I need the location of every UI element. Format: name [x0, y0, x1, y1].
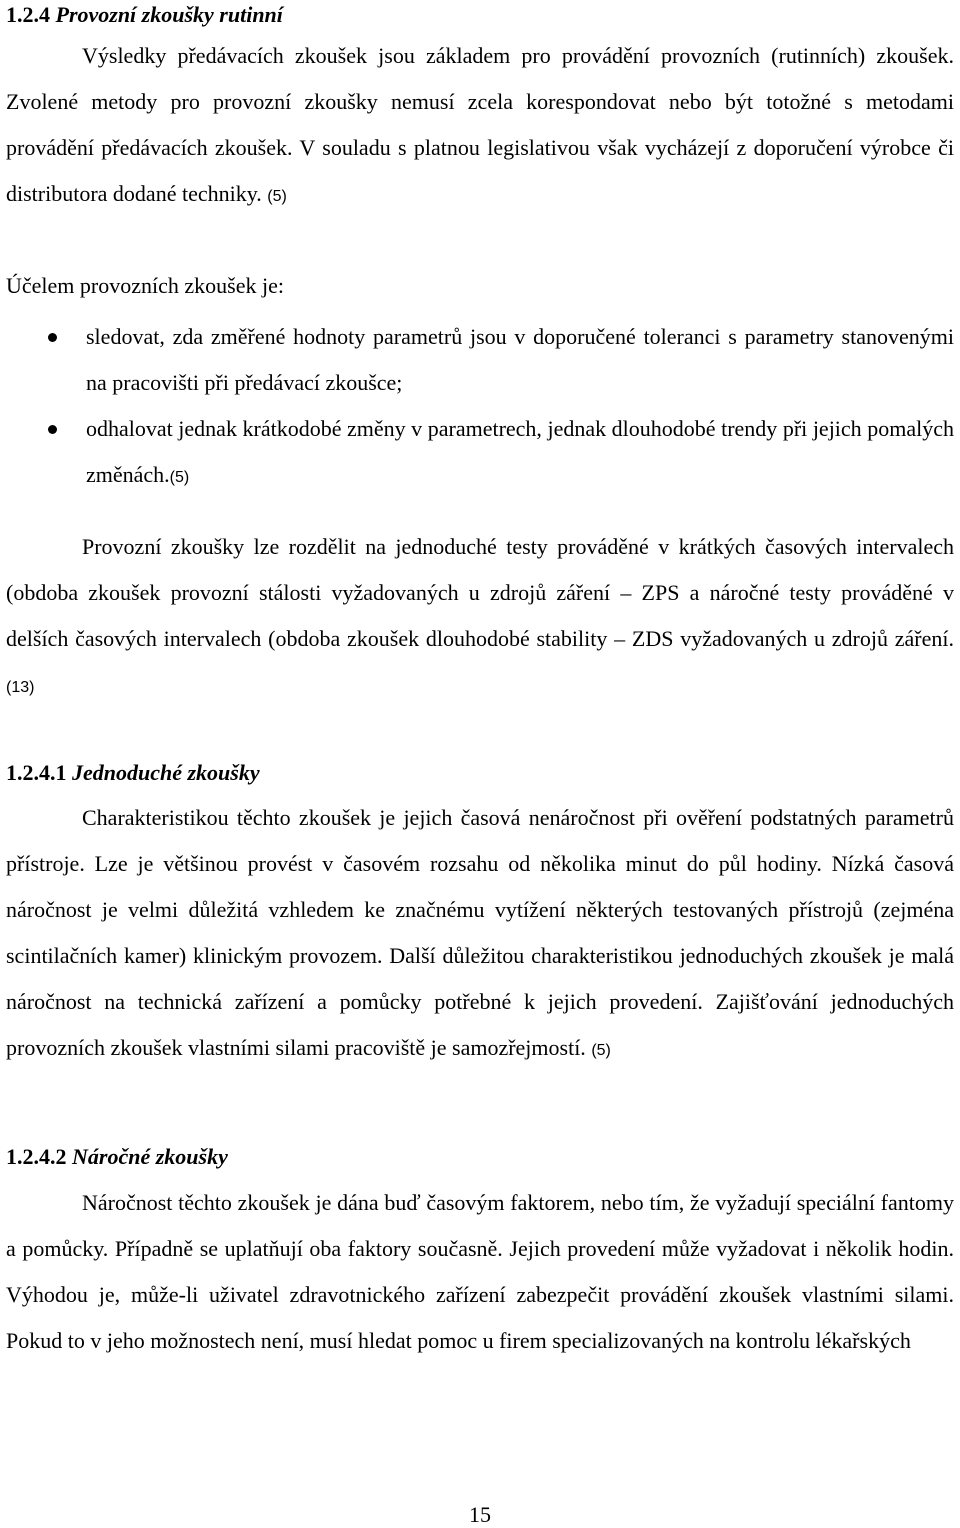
section-number: 1.2.4 [6, 2, 50, 27]
section-title: Provozní zkoušky rutinní [55, 2, 283, 27]
list-item [6, 406, 954, 501]
section-heading-provozni-zkousky [6, 2, 954, 28]
paragraph-simple-tests [6, 795, 954, 1074]
paragraph-test-types [6, 524, 954, 711]
paragraph-text: Charakteristikou těchto zkoušek je jejich časová nenáročnost při ověření podstatných parametrů přístroje. Lze je většinou provést v časovém rozsahu od několika minut do půl hodiny. Nízká časová náročnost je velmi důležitá vzhledem ke značnému vytížení některých testovaných přístrojů (zejména scintilačních kamer) klinickým provozem. Další důležitou charakteristikou jednoduchých zkoušek je malá náročnost na technická zařízení a pomůcky potřebné k jejich provedení. Zajišťování jednoduchých provozních zkoušek vlastními silami pracoviště je samozřejmostí. [6, 805, 954, 1060]
list-item-text: sledovat, zda změřené hodnoty parametrů jsou v doporučené toleranci s parametry stanovenými na pracovišti při předávací zkoušce; [86, 324, 954, 395]
section-heading-narocne-zkousky [6, 1144, 954, 1170]
section-number: 1.2.4.1 [6, 760, 67, 785]
list-intro-text: Účelem provozních zkoušek je: [6, 273, 284, 298]
paragraph-demanding-tests [6, 1180, 954, 1364]
paragraph-text: Náročnost těchto zkoušek je dána buď časovým faktorem, nebo tím, že vyžadují speciální fantomy a pomůcky. Případně se uplatňují oba faktory současně. Jejich provedení může vyžadovat i několik hodin. Výhodou je, může-li uživatel zdravotnického zařízení zabezpečit provádění zkoušek vlastními silami. Pokud to v jeho možnostech není, musí hledat pomoc u firem specializovaných na kontrolu lékařských [6, 1190, 954, 1353]
section-number: 1.2.4.2 [6, 1144, 67, 1169]
section-title: Náročné zkoušky [72, 1144, 228, 1169]
list-item [6, 314, 954, 406]
paragraph-text: Výsledky předávacích zkoušek jsou základem pro provádění provozních (rutinních) zkoušek. Zvolené metody pro provozní zkoušky nemusí zcela korespondovat nebo být totožné s metodami provádění předávacích zkoušek. V souladu s platnou legislativou však vycházejí z doporučení výrobce či distributora dodané techniky. [6, 43, 954, 206]
paragraph-text: Provozní zkoušky lze rozdělit na jednoduché testy prováděné v krátkých časových intervalech (obdoba zkoušek provozní stálosti vyžadovaných u zdrojů záření – ZPS a náročné testy prováděné v delších časových intervalech (obdoba zkoušek dlouhodobé stability – ZDS vyžadovaných u zdrojů záření. [6, 534, 954, 651]
page-number: 15 [469, 1502, 491, 1527]
citation-ref: (5) [591, 1042, 611, 1059]
section-heading-jednoduche-zkousky [6, 760, 954, 786]
bullet-list [6, 314, 954, 501]
citation-ref: (5) [267, 188, 287, 205]
citation-ref: (5) [169, 469, 190, 486]
paragraph-intro [6, 33, 954, 220]
bullet-icon [48, 333, 57, 342]
list-intro [6, 263, 954, 309]
list-item-text: odhalovat jednak krátkodobé změny v parametrech, jednak dlouhodobé trendy při jejich pomalých změnách. [86, 416, 954, 487]
bullet-icon [48, 425, 57, 434]
citation-ref: (13) [6, 679, 35, 696]
section-title: Jednoduché zkoušky [72, 760, 260, 785]
